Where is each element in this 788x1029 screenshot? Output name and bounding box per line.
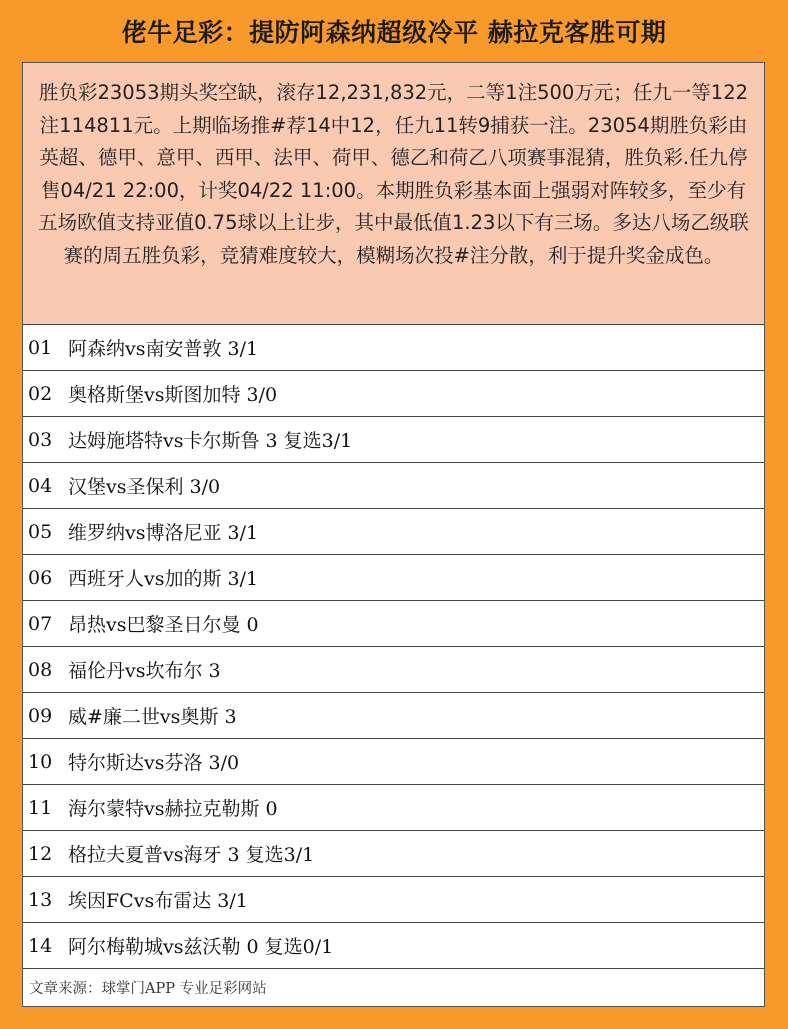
match-number: 13 [28, 888, 53, 911]
list-item [23, 325, 764, 371]
match-number: 07 [28, 612, 53, 635]
list-item [23, 785, 764, 831]
list-item [23, 647, 764, 693]
intro-paragraph: 胜负彩23053期头奖空缺，滚存12,231,832元，二等1注500万元；任九一等122注114811元。上期临场推#荐14中12，任九11转9捕获一注。23054期胜负彩由英超、德甲、意甲、西甲、法甲、荷甲、德乙和荷乙八项赛事混猜，胜负彩.任九停售04/21 22:00，计奖04/22 11:00。本期胜负彩基本面上强弱对阵较多，至少有五场欧值支持亚值0.75球以上让步，其中最低值1.23以下有三场。多达八场乙级联赛的周五胜负彩，竞猜难度较大，模糊场次投#注分散，利于提升奖金成色。 [23, 63, 764, 325]
content-panel [22, 62, 765, 1007]
match-text: 西班牙人vs加的斯 3/1 [68, 568, 259, 590]
list-item [23, 509, 764, 555]
match-text: 达姆施塔特vs卡尔斯鲁 3 复选3/1 [68, 430, 353, 452]
match-text: 汉堡vs圣保利 3/0 [68, 476, 221, 498]
list-item [23, 923, 764, 969]
list-item [23, 463, 764, 509]
match-list [23, 325, 764, 969]
match-number: 08 [28, 658, 53, 681]
match-text: 昂热vs巴黎圣日尔曼 0 [68, 614, 259, 636]
list-item [23, 555, 764, 601]
match-number: 05 [28, 520, 53, 543]
match-text: 阿森纳vs南安普敦 3/1 [68, 338, 259, 360]
list-item [23, 693, 764, 739]
page-title: 佬牛足彩：提防阿森纳超级冷平 赫拉克客胜可期 [121, 18, 667, 47]
list-item [23, 601, 764, 647]
match-number: 04 [28, 474, 53, 497]
match-text: 福伦丹vs坎布尔 3 [68, 660, 221, 682]
match-text: 威#廉二世vs奥斯 3 [68, 706, 237, 728]
match-text: 格拉夫夏普vs海牙 3 复选3/1 [68, 844, 315, 866]
match-text: 奥格斯堡vs斯图加特 3/0 [68, 384, 278, 406]
match-text: 阿尔梅勒城vs兹沃勒 0 复选0/1 [68, 936, 334, 958]
list-item [23, 877, 764, 923]
list-item [23, 417, 764, 463]
list-item [23, 371, 764, 417]
list-item [23, 739, 764, 785]
match-number: 01 [28, 336, 53, 359]
list-item [23, 831, 764, 877]
match-text: 特尔斯达vs芬洛 3/0 [68, 752, 240, 774]
match-text: 埃因FCvs布雷达 3/1 [68, 890, 248, 912]
match-number: 10 [28, 750, 53, 773]
source-footer: 文章来源：球掌门APP 专业足彩网站 [29, 981, 267, 997]
match-number: 03 [28, 428, 53, 451]
match-number: 09 [28, 704, 53, 727]
match-number: 02 [28, 382, 53, 405]
match-number: 14 [28, 934, 53, 957]
match-number: 06 [28, 566, 53, 589]
match-number: 11 [28, 796, 53, 819]
match-text: 海尔蒙特vs赫拉克勒斯 0 [68, 798, 278, 820]
match-text: 维罗纳vs博洛尼亚 3/1 [68, 522, 259, 544]
match-number: 12 [28, 842, 53, 865]
